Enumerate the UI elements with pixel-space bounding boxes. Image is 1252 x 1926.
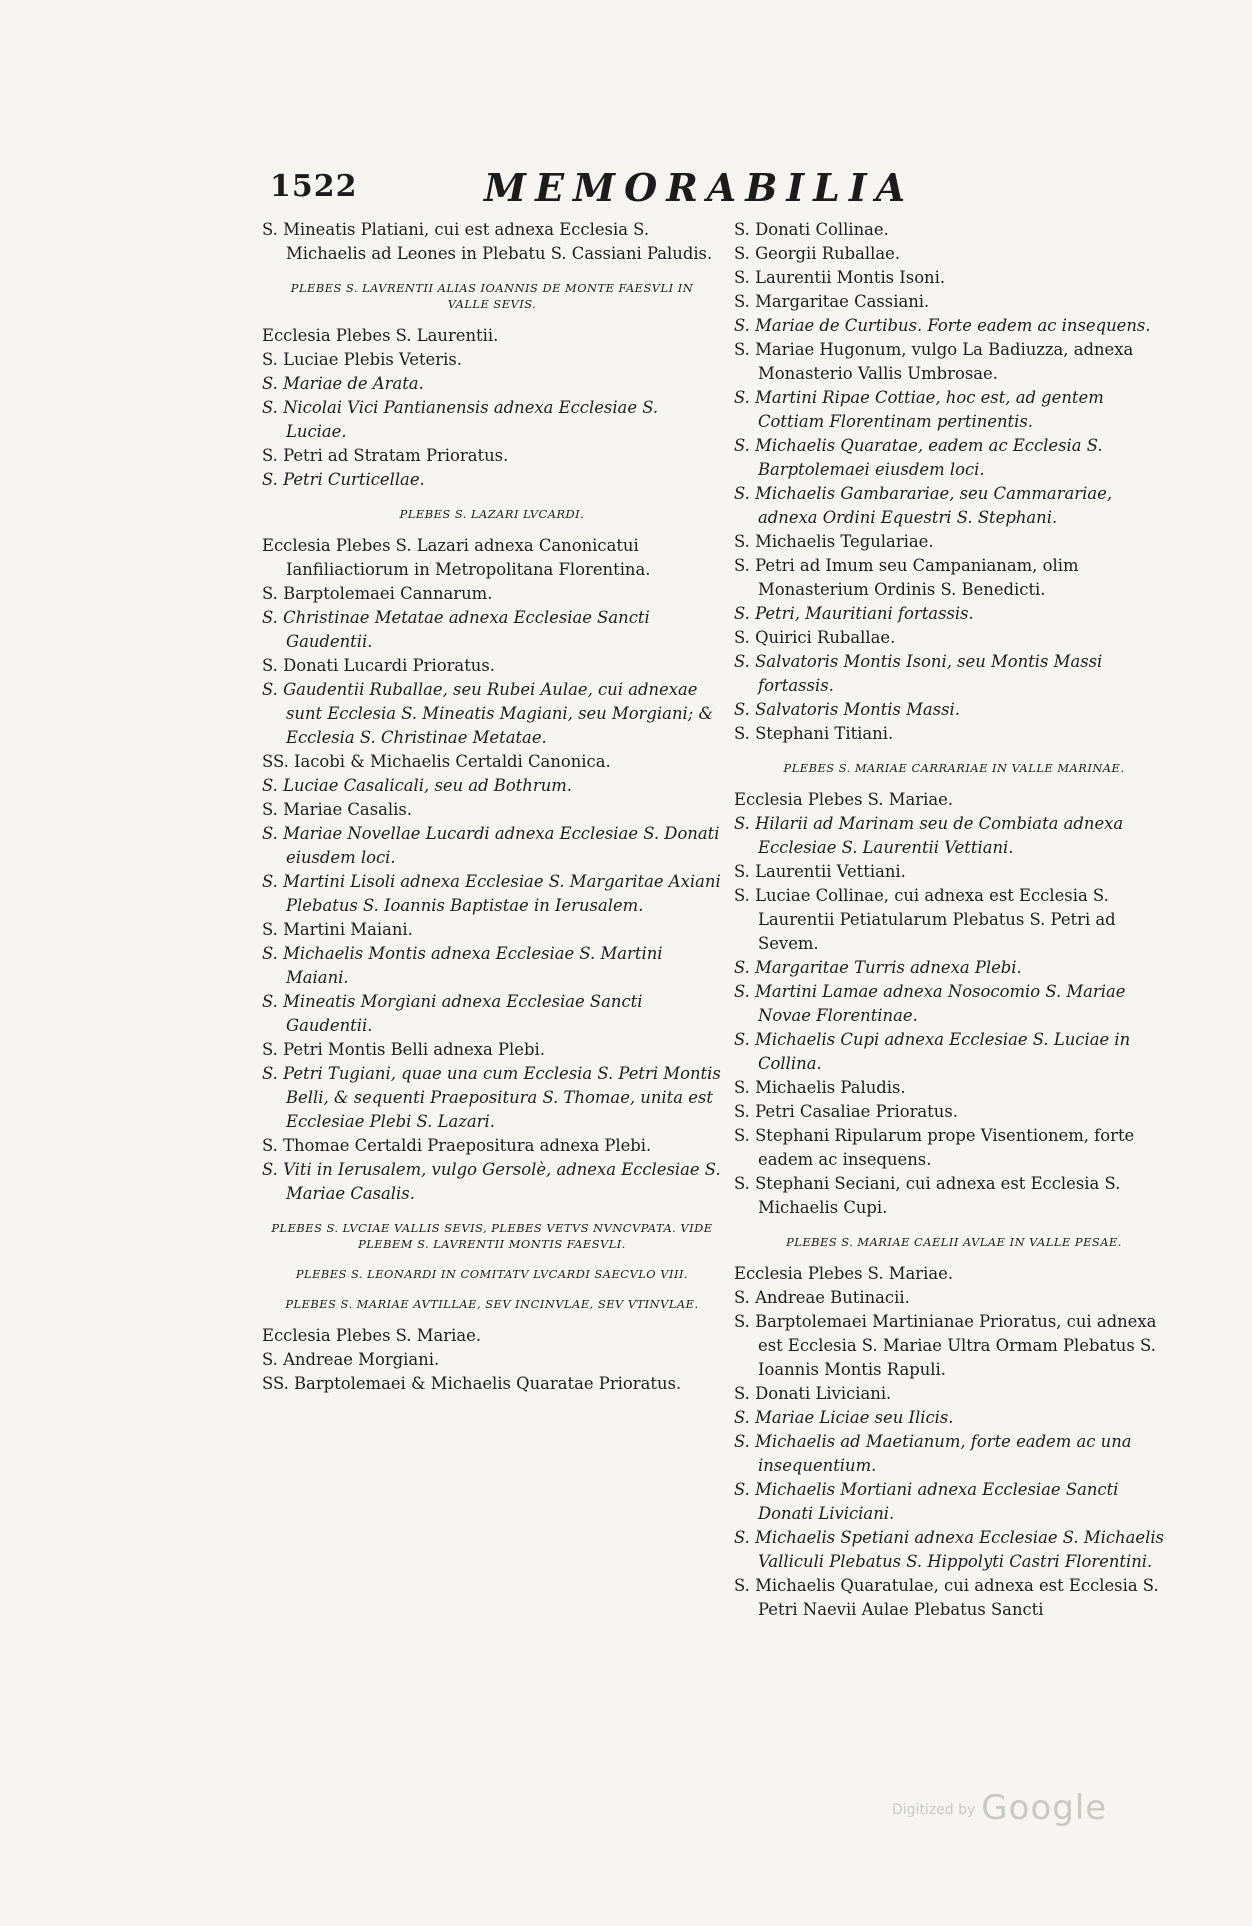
church-entry: S. Michaelis Paludis.: [734, 1078, 906, 1097]
church-entry: S. Stephani Ripularum prope Visentionem, forte eadem ac insequens.: [734, 1126, 1135, 1169]
watermark-brand: Google: [981, 1788, 1108, 1828]
church-entry: Ecclesia Plebes S. Mariae.: [734, 790, 954, 809]
church-entry: S. Thomae Certaldi Praepositura adnexa Plebi.: [262, 1136, 652, 1155]
church-entry: S. Martini Lamae adnexa Nosocomio S. Mariae Novae Florentinae.: [734, 982, 1126, 1025]
church-entry: S. Michaelis Mortiani adnexa Ecclesiae Sancti Donati Liviciani.: [734, 1480, 1119, 1523]
church-entry: Ecclesia Plebes S. Laurentii.: [262, 326, 499, 345]
church-entry: S. Donati Lucardi Prioratus.: [262, 656, 495, 675]
page-number: 1522: [270, 169, 358, 204]
section-heading: PLEBES S. LAVRENTII ALIAS IOANNIS DE MONTE FAESVLI IN VALLE SEVIS.: [290, 281, 694, 311]
church-entry: S. Mineatis Morgiani adnexa Ecclesiae Sancti Gaudentii.: [262, 992, 643, 1035]
church-entry: S. Martini Lisoli adnexa Ecclesiae S. Margaritae Axiani Plebatus S. Ioannis Baptistae in Ierusalem.: [262, 872, 721, 915]
church-entry: S. Petri Casaliae Prioratus.: [734, 1102, 958, 1121]
digitized-watermark: [892, 1788, 1107, 1828]
church-entry: Ecclesia Plebes S. Mariae.: [262, 1326, 482, 1345]
church-entry: S. Mariae de Arata.: [262, 374, 424, 393]
church-entry: S. Laurentii Vettiani.: [734, 862, 906, 881]
church-entry: S. Mariae Hugonum, vulgo La Badiuzza, adnexa Monasterio Vallis Umbrosae.: [734, 340, 1134, 383]
section-heading: PLEBES S. MARIAE AVTILLAE, SEV INCINVLAE, SEV VTINVLAE.: [285, 1297, 699, 1311]
church-entry: S. Michaelis Gambarariae, seu Cammarariae, adnexa Ordini Equestri S. Stephani.: [734, 484, 1113, 527]
section-heading: PLEBES S. MARIAE CARRARIAE IN VALLE MARINAE.: [783, 761, 1125, 775]
church-entry: S. Luciae Plebis Veteris.: [262, 350, 462, 369]
church-entry: S. Luciae Collinae, cui adnexa est Ecclesia S. Laurentii Petiatularum Plebatus S. Petri ad Sevem.: [734, 886, 1116, 953]
church-entry: S. Margaritae Turris adnexa Plebi.: [734, 958, 1022, 977]
left-column: [262, 218, 722, 1396]
page-header: [270, 165, 1030, 209]
church-entry: S. Michaelis Cupi adnexa Ecclesiae S. Luciae in Collina.: [734, 1030, 1131, 1073]
church-entry: S. Barptolemaei Cannarum.: [262, 584, 493, 603]
church-entry: S. Barptolemaei Martinianae Prioratus, cui adnexa est Ecclesia S. Mariae Ultra Ormam Plebatus S. Ioannis Montis Rapuli.: [734, 1312, 1157, 1379]
church-entry: S. Mariae Novellae Lucardi adnexa Ecclesiae S. Donati eiusdem loci.: [262, 824, 720, 867]
church-entry: Ecclesia Plebes S. Lazari adnexa Canonicatui Ianfiliactiorum in Metropolitana Florentina.: [262, 536, 651, 579]
section-heading: PLEBES S. LAZARI LVCARDI.: [399, 507, 585, 521]
church-entry: S. Viti in Ierusalem, vulgo Gersolè, adnexa Ecclesiae S. Mariae Casalis.: [262, 1160, 721, 1203]
church-entry: SS. Iacobi & Michaelis Certaldi Canonica.: [262, 752, 611, 771]
church-entry: S. Nicolai Vici Pantianensis adnexa Ecclesiae S. Luciae.: [262, 398, 659, 441]
church-entry: S. Luciae Casalicali, seu ad Bothrum.: [262, 776, 572, 795]
right-column: [734, 218, 1174, 1622]
church-entry: S. Andreae Butinacii.: [734, 1288, 910, 1307]
church-entry: S. Donati Liviciani.: [734, 1384, 892, 1403]
church-entry: S. Gaudentii Ruballae, seu Rubei Aulae, cui adnexae sunt Ecclesia S. Mineatis Magiani, seu Morgiani; & Ecclesia S. Christinae Metatae.: [262, 680, 714, 747]
church-entry: S. Michaelis Quaratulae, cui adnexa est Ecclesia S. Petri Naevii Aulae Plebatus Sancti: [734, 1576, 1159, 1619]
church-entry: S. Petri ad Imum seu Campanianam, olim Monasterium Ordinis S. Benedicti.: [734, 556, 1079, 599]
church-entry: S. Donati Collinae.: [734, 220, 889, 239]
church-entry: S. Michaelis Spetiani adnexa Ecclesiae S. Michaelis Valliculi Plebatus S. Hippolyti Castri Florentini.: [734, 1528, 1164, 1571]
church-entry: S. Martini Ripae Cottiae, hoc est, ad gentem Cottiam Florentinam pertinentis.: [734, 388, 1104, 431]
church-entry: S. Petri Tugiani, quae una cum Ecclesia S. Petri Montis Belli, & sequenti Praepositura S. Thomae, unita est Ecclesiae Plebi S. Lazari.: [262, 1064, 721, 1131]
church-entry: S. Petri Montis Belli adnexa Plebi.: [262, 1040, 545, 1059]
church-entry: S. Quirici Ruballae.: [734, 628, 896, 647]
running-title: MEMORABILIA: [484, 165, 915, 210]
church-entry: S. Stephani Titiani.: [734, 724, 894, 743]
church-entry: S. Salvatoris Montis Isoni, seu Montis Massi fortassis.: [734, 652, 1103, 695]
church-entry: Ecclesia Plebes S. Mariae.: [734, 1264, 954, 1283]
watermark-prefix: Digitized by: [892, 1801, 976, 1818]
church-entry: S. Georgii Ruballae.: [734, 244, 901, 263]
church-entry: S. Stephani Seciani, cui adnexa est Ecclesia S. Michaelis Cupi.: [734, 1174, 1121, 1217]
section-heading: PLEBES S. MARIAE CAELII AVLAE IN VALLE PESAE.: [786, 1235, 1122, 1249]
church-entry: S. Mineatis Platiani, cui est adnexa Ecclesia S. Michaelis ad Leones in Plebatu S. Cassiani Paludis.: [262, 220, 713, 263]
church-entry: S. Hilarii ad Marinam seu de Combiata adnexa Ecclesiae S. Laurentii Vettiani.: [734, 814, 1124, 857]
church-entry: S. Martini Maiani.: [262, 920, 413, 939]
church-entry: S. Michaelis ad Maetianum, forte eadem ac una insequentium.: [734, 1432, 1132, 1475]
church-entry: S. Mariae Casalis.: [262, 800, 412, 819]
church-entry: S. Michaelis Montis adnexa Ecclesiae S. Martini Maiani.: [262, 944, 663, 987]
church-entry: S. Margaritae Cassiani.: [734, 292, 930, 311]
church-entry: S. Christinae Metatae adnexa Ecclesiae Sancti Gaudentii.: [262, 608, 650, 651]
church-entry: S. Andreae Morgiani.: [262, 1350, 440, 1369]
church-entry: S. Michaelis Tegulariae.: [734, 532, 934, 551]
section-heading: PLEBES S. LEONARDI IN COMITATV LVCARDI SAECVLO VIII.: [295, 1267, 689, 1281]
church-entry: S. Salvatoris Montis Massi.: [734, 700, 960, 719]
section-heading: PLEBES S. LVCIAE VALLIS SEVIS, PLEBES VETVS NVNCVPATA. VIDE PLEBEM S. LAVRENTII MONTIS FAESVLI.: [271, 1221, 713, 1251]
church-entry: S. Mariae de Curtibus. Forte eadem ac insequens.: [734, 316, 1151, 335]
church-entry: S. Mariae Liciae seu Ilicis.: [734, 1408, 954, 1427]
church-entry: S. Petri ad Stratam Prioratus.: [262, 446, 509, 465]
church-entry: S. Michaelis Quaratae, eadem ac Ecclesia S. Barptolemaei eiusdem loci.: [734, 436, 1103, 479]
church-entry: S. Laurentii Montis Isoni.: [734, 268, 946, 287]
church-entry: SS. Barptolemaei & Michaelis Quaratae Prioratus.: [262, 1374, 682, 1393]
church-entry: S. Petri Curticellae.: [262, 470, 425, 489]
church-entry: S. Petri, Mauritiani fortassis.: [734, 604, 974, 623]
